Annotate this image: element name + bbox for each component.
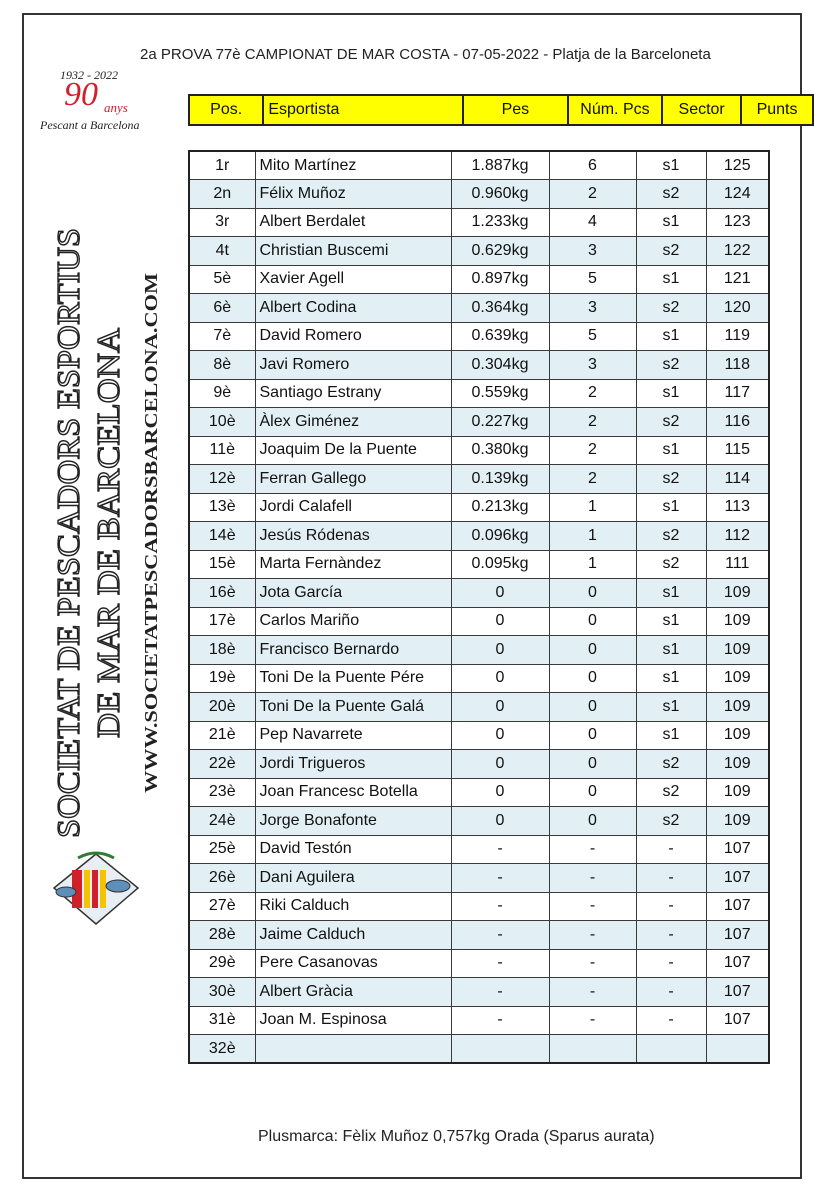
cell-sector: s1 [636,579,706,608]
cell-sector: - [636,892,706,921]
cell-pos: 31è [189,1006,255,1035]
cell-pos: 12è [189,465,255,494]
cell-pos: 19è [189,664,255,693]
cell-name: Carlos Mariño [255,607,451,636]
cell-pes: - [451,892,549,921]
cell-name: Jordi Calafell [255,493,451,522]
cell-pos: 5è [189,265,255,294]
cell-pes: 0 [451,778,549,807]
cell-num-pcs: 3 [549,294,636,323]
col-sector: Sector [662,95,741,125]
cell-pos: 20è [189,693,255,722]
cell-sector: s2 [636,750,706,779]
cell-pes: 0.227kg [451,408,549,437]
cell-name: Pep Navarrete [255,721,451,750]
cell-pos: 21è [189,721,255,750]
cell-punts: 118 [706,351,769,380]
cell-name: Toni De la Puente Pére [255,664,451,693]
table-row [189,294,769,323]
cell-sector: s1 [636,151,706,180]
cell-pos: 26è [189,864,255,893]
cell-name: David Testón [255,835,451,864]
cell-punts: 107 [706,1006,769,1035]
table-row [189,892,769,921]
cell-sector: - [636,835,706,864]
cell-pes: 0.960kg [451,180,549,209]
col-esportista: Esportista [263,95,463,125]
cell-pes: 0 [451,579,549,608]
cell-name: Joan Francesc Botella [255,778,451,807]
cell-name [255,1035,451,1064]
cell-pos: 17è [189,607,255,636]
table-row [189,550,769,579]
cell-pes: - [451,864,549,893]
cell-sector: s1 [636,436,706,465]
cell-pes: 0.213kg [451,493,549,522]
cell-sector: s1 [636,636,706,665]
cell-punts: 121 [706,265,769,294]
table-row [189,607,769,636]
cell-pes: - [451,921,549,950]
table-row [189,379,769,408]
cell-pes: 0.364kg [451,294,549,323]
record-note: Plusmarca: Fèlix Muñoz 0,757kg Orada (Sparus aurata) [258,1128,655,1145]
cell-num-pcs: 0 [549,807,636,836]
cell-sector: s1 [636,721,706,750]
crest-icon [48,848,144,928]
cell-name: Joan M. Espinosa [255,1006,451,1035]
cell-pos: 6è [189,294,255,323]
cell-sector: s2 [636,465,706,494]
cell-sector: s1 [636,379,706,408]
table-row [189,265,769,294]
cell-num-pcs: - [549,949,636,978]
cell-sector: s2 [636,294,706,323]
cell-num-pcs: 2 [549,180,636,209]
cell-pos: 7è [189,322,255,351]
cell-name: Jordi Trigueros [255,750,451,779]
cell-punts: 117 [706,379,769,408]
cell-pos: 3r [189,208,255,237]
cell-pes: - [451,835,549,864]
cell-punts: 107 [706,835,769,864]
cell-num-pcs: 0 [549,607,636,636]
cell-num-pcs: 0 [549,778,636,807]
cell-punts: 116 [706,408,769,437]
table-row [189,579,769,608]
cell-name: Félix Muñoz [255,180,451,209]
table-row [189,322,769,351]
cell-name: Christian Buscemi [255,237,451,266]
cell-pes: - [451,949,549,978]
cell-pes: 0 [451,607,549,636]
table-row [189,151,769,180]
cell-pes: 0.559kg [451,379,549,408]
cell-punts: 119 [706,322,769,351]
table-row [189,636,769,665]
club-name-vertical [45,218,175,848]
cell-pos: 16è [189,579,255,608]
table-row [189,750,769,779]
cell-num-pcs: 5 [549,322,636,351]
cell-name: Mito Martínez [255,151,451,180]
cell-sector: s1 [636,607,706,636]
table-row [189,180,769,209]
table-row [189,237,769,266]
cell-num-pcs: 0 [549,750,636,779]
cell-num-pcs: - [549,1006,636,1035]
cell-pes: 0 [451,636,549,665]
cell-sector: s1 [636,265,706,294]
cell-num-pcs: 1 [549,493,636,522]
cell-num-pcs: 1 [549,550,636,579]
cell-punts: 109 [706,579,769,608]
cell-punts: 107 [706,978,769,1007]
cell-pes: 0.897kg [451,265,549,294]
cell-punts: 107 [706,921,769,950]
cell-sector: s2 [636,522,706,551]
cell-sector: s2 [636,180,706,209]
table-row [189,208,769,237]
cell-pes: 0.629kg [451,237,549,266]
cell-pes [451,1035,549,1064]
cell-pes: 0.095kg [451,550,549,579]
cell-pos: 28è [189,921,255,950]
cell-pos: 30è [189,978,255,1007]
cell-sector: - [636,949,706,978]
cell-sector: - [636,921,706,950]
cell-punts: 122 [706,237,769,266]
cell-sector: - [636,864,706,893]
cell-num-pcs: 0 [549,721,636,750]
table-row [189,921,769,950]
cell-pos: 27è [189,892,255,921]
logo-anys: anys [104,100,128,115]
cell-pos: 32è [189,1035,255,1064]
cell-name: Jesús Ródenas [255,522,451,551]
cell-num-pcs: 0 [549,579,636,608]
results-body [189,151,769,1063]
cell-punts: 111 [706,550,769,579]
cell-num-pcs: 2 [549,436,636,465]
table-row [189,949,769,978]
cell-pos: 15è [189,550,255,579]
cell-pes: 1.887kg [451,151,549,180]
cell-pos: 22è [189,750,255,779]
cell-sector [636,1035,706,1064]
cell-pes: 0 [451,750,549,779]
cell-punts: 120 [706,294,769,323]
cell-pos: 11è [189,436,255,465]
anniversary-logo [40,68,170,138]
cell-pes: 0.096kg [451,522,549,551]
cell-punts: 109 [706,778,769,807]
table-row [189,664,769,693]
header-row [189,95,813,125]
cell-name: Toni De la Puente Galá [255,693,451,722]
table-row [189,978,769,1007]
cell-punts: 109 [706,607,769,636]
cell-name: Javi Romero [255,351,451,380]
cell-name: Jota García [255,579,451,608]
cell-sector: - [636,978,706,1007]
cell-pes: 0 [451,693,549,722]
table-row [189,721,769,750]
cell-name: Pere Casanovas [255,949,451,978]
cell-name: Dani Aguilera [255,864,451,893]
cell-name: Francisco Bernardo [255,636,451,665]
cell-num-pcs: 0 [549,693,636,722]
cell-sector: - [636,1006,706,1035]
cell-sector: s2 [636,237,706,266]
cell-num-pcs: 2 [549,379,636,408]
table-row [189,1035,769,1064]
cell-sector: s2 [636,807,706,836]
cell-sector: s2 [636,778,706,807]
table-row [189,807,769,836]
cell-pes: 0 [451,721,549,750]
cell-name: Joaquim De la Puente [255,436,451,465]
cell-num-pcs: - [549,892,636,921]
cell-pes: 0.139kg [451,465,549,494]
cell-pes: 1.233kg [451,208,549,237]
table-row [189,1006,769,1035]
cell-num-pcs: 3 [549,237,636,266]
cell-sector: s1 [636,693,706,722]
cell-pes: 0 [451,664,549,693]
cell-num-pcs [549,1035,636,1064]
cell-num-pcs: 2 [549,408,636,437]
cell-punts: 112 [706,522,769,551]
cell-punts: 109 [706,664,769,693]
results-header [188,94,814,126]
club-name-line2: DE MAR DE BARCELONA [90,360,126,738]
cell-pes: - [451,1006,549,1035]
cell-punts [706,1035,769,1064]
logo-years: 1932 - 2022 [60,68,118,82]
cell-sector: s2 [636,408,706,437]
cell-num-pcs: - [549,835,636,864]
col-num-pcs: Núm. Pcs [568,95,663,125]
cell-sector: s1 [636,322,706,351]
cell-punts: 107 [706,864,769,893]
table-row [189,351,769,380]
cell-name: Marta Fernàndez [255,550,451,579]
cell-punts: 113 [706,493,769,522]
cell-num-pcs: 3 [549,351,636,380]
cell-pos: 9è [189,379,255,408]
cell-pes: 0.380kg [451,436,549,465]
cell-pes: 0.639kg [451,322,549,351]
cell-pos: 8è [189,351,255,380]
table-row [189,522,769,551]
logo-number: 90 [64,76,98,113]
cell-pos: 25è [189,835,255,864]
table-row [189,864,769,893]
cell-punts: 124 [706,180,769,209]
cell-pos: 14è [189,522,255,551]
cell-sector: s2 [636,351,706,380]
cell-name: Xavier Agell [255,265,451,294]
cell-name: Riki Calduch [255,892,451,921]
cell-pos: 4t [189,237,255,266]
cell-pos: 1r [189,151,255,180]
cell-punts: 123 [706,208,769,237]
cell-punts: 109 [706,750,769,779]
table-row [189,408,769,437]
table-row [189,835,769,864]
cell-pes: - [451,978,549,1007]
cell-punts: 109 [706,693,769,722]
cell-name: Ferran Gallego [255,465,451,494]
cell-pes: 0 [451,807,549,836]
cell-num-pcs: 4 [549,208,636,237]
logo-tagline: Pescant a Barcelona [40,118,140,132]
cell-punts: 107 [706,949,769,978]
cell-name: Àlex Giménez [255,408,451,437]
club-name-vertical-svg [45,218,175,848]
cell-pes: 0.304kg [451,351,549,380]
cell-num-pcs: 0 [549,636,636,665]
cell-name: Jorge Bonafonte [255,807,451,836]
table-row [189,465,769,494]
cell-num-pcs: - [549,864,636,893]
col-punts: Punts [741,95,813,125]
page-title: 2a PROVA 77è CAMPIONAT DE MAR COSTA - 07-05-2022 - Platja de la Barceloneta [140,46,711,63]
cell-pos: 23è [189,778,255,807]
cell-num-pcs: 1 [549,522,636,551]
cell-punts: 109 [706,636,769,665]
table-row [189,693,769,722]
club-website: WWW.SOCIETATPESCADORSBARCELONA.COM [141,373,161,793]
cell-sector: s1 [636,664,706,693]
cell-pos: 2n [189,180,255,209]
cell-name: Santiago Estrany [255,379,451,408]
cell-punts: 109 [706,721,769,750]
cell-punts: 114 [706,465,769,494]
cell-sector: s1 [636,208,706,237]
cell-punts: 115 [706,436,769,465]
cell-num-pcs: 0 [549,664,636,693]
col-pes: Pes [463,95,568,125]
cell-name: Albert Gràcia [255,978,451,1007]
results-table [188,150,770,1064]
cell-sector: s1 [636,493,706,522]
cell-pos: 29è [189,949,255,978]
col-pos: Pos. [189,95,263,125]
cell-punts: 125 [706,151,769,180]
cell-pos: 24è [189,807,255,836]
cell-name: David Romero [255,322,451,351]
cell-num-pcs: 6 [549,151,636,180]
cell-name: Albert Codina [255,294,451,323]
club-crest [48,848,144,928]
cell-punts: 107 [706,892,769,921]
cell-num-pcs: 5 [549,265,636,294]
cell-pos: 10è [189,408,255,437]
table-row [189,778,769,807]
cell-pos: 13è [189,493,255,522]
cell-name: Jaime Calduch [255,921,451,950]
cell-num-pcs: - [549,978,636,1007]
club-name-line1: SOCIETAT DE PESCADORS ESPORTIUS [50,269,86,838]
cell-punts: 109 [706,807,769,836]
cell-name: Albert Berdalet [255,208,451,237]
cell-num-pcs: - [549,921,636,950]
cell-sector: s2 [636,550,706,579]
cell-num-pcs: 2 [549,465,636,494]
cell-pos: 18è [189,636,255,665]
table-row [189,493,769,522]
table-row [189,436,769,465]
